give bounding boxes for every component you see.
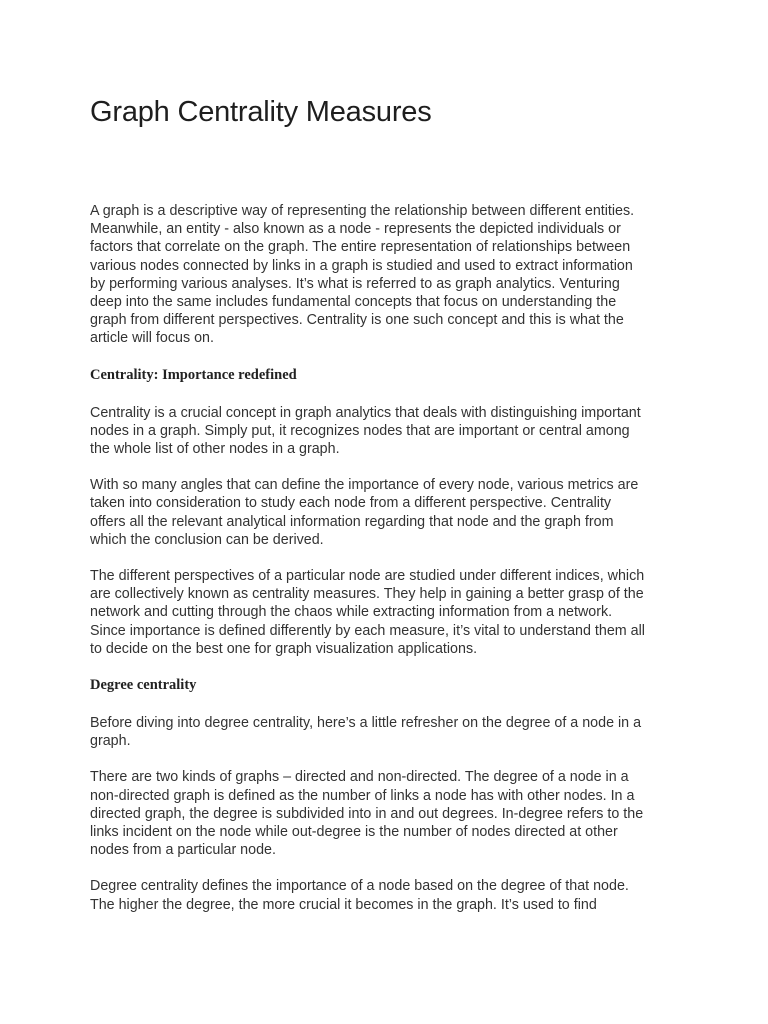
body-paragraph bbox=[90, 404, 680, 459]
paragraph-line: Before diving into degree centrality, here’s a little refresher on the degree of a node in a bbox=[90, 715, 642, 732]
document-sections bbox=[90, 202, 680, 914]
paragraph-line: graph. bbox=[90, 733, 131, 750]
body-paragraph bbox=[90, 567, 680, 658]
body-paragraph bbox=[90, 202, 680, 348]
paragraph-line: Degree centrality defines the importance of a node based on the degree of that node. bbox=[90, 878, 629, 895]
paragraph-line: deep into the same includes fundamental concepts that focus on understanding the bbox=[90, 294, 617, 311]
paragraph-line: which the conclusion can be derived. bbox=[90, 531, 324, 548]
paragraph-line: network and cutting through the chaos while extracting information from a network. bbox=[90, 604, 613, 621]
paragraph-line: article will focus on. bbox=[90, 330, 214, 347]
paragraph-line: offers all the relevant analytical information regarding that node and the graph from bbox=[90, 513, 614, 530]
section-heading: Degree centrality bbox=[90, 677, 197, 694]
paragraph-line: Centrality is a crucial concept in graph analytics that deals with distinguishing important bbox=[90, 404, 641, 421]
paragraph-line: Since importance is defined differently by each measure, it’s vital to understand them all bbox=[90, 622, 645, 639]
paragraph-line: by performing various analyses. It’s what is referred to as graph analytics. Venturing bbox=[90, 275, 620, 292]
paragraph-line: nodes from a particular node. bbox=[90, 842, 276, 859]
body-paragraph bbox=[90, 877, 680, 913]
paragraph-line: graph from different perspectives. Centrality is one such concept and this is what the bbox=[90, 312, 624, 329]
body-paragraph bbox=[90, 476, 680, 549]
paragraph-line: non-directed graph is defined as the number of links a node has with other nodes. In a bbox=[90, 787, 635, 804]
paragraph-line: to decide on the best one for graph visualization applications. bbox=[90, 640, 478, 657]
paragraph-line: are collectively known as centrality measures. They help in gaining a better grasp of the bbox=[90, 586, 644, 603]
paragraph-line: directed graph, the degree is subdivided into in and out degrees. In-degree refers to the bbox=[90, 805, 644, 822]
paragraph-line: A graph is a descriptive way of representing the relationship between different entities. bbox=[90, 203, 635, 219]
paragraph-line: Meanwhile, an entity - also known as a node - represents the depicted individuals or bbox=[90, 221, 621, 238]
page-title: Graph Centrality Measures bbox=[90, 96, 432, 128]
paragraph-line: With so many angles that can define the importance of every node, various metrics are bbox=[90, 477, 639, 494]
document-body bbox=[90, 94, 680, 932]
paragraph-line: There are two kinds of graphs – directed and non-directed. The degree of a node in a bbox=[90, 769, 629, 786]
body-paragraph bbox=[90, 768, 680, 859]
paragraph-line: the whole list of other nodes in a graph. bbox=[90, 441, 340, 458]
section-heading: Centrality: Importance redefined bbox=[90, 366, 297, 383]
paragraph-line: various nodes connected by links in a graph is studied and used to extract information bbox=[90, 257, 633, 274]
paragraph-line: The different perspectives of a particular node are studied under different indices, which bbox=[90, 568, 645, 585]
paragraph-line: nodes in a graph. Simply put, it recognizes nodes that are important or central among bbox=[90, 422, 630, 439]
body-paragraph bbox=[90, 714, 680, 750]
paragraph-line: taken into consideration to study each node from a different perspective. Centrality bbox=[90, 495, 612, 512]
paragraph-line: The higher the degree, the more crucial it becomes in the graph. It’s used to find bbox=[90, 896, 597, 913]
paragraph-line: links incident on the node while out-degree is the number of nodes directed at other bbox=[90, 824, 618, 841]
paragraph-line: factors that correlate on the graph. The entire representation of relationships between bbox=[90, 239, 631, 256]
